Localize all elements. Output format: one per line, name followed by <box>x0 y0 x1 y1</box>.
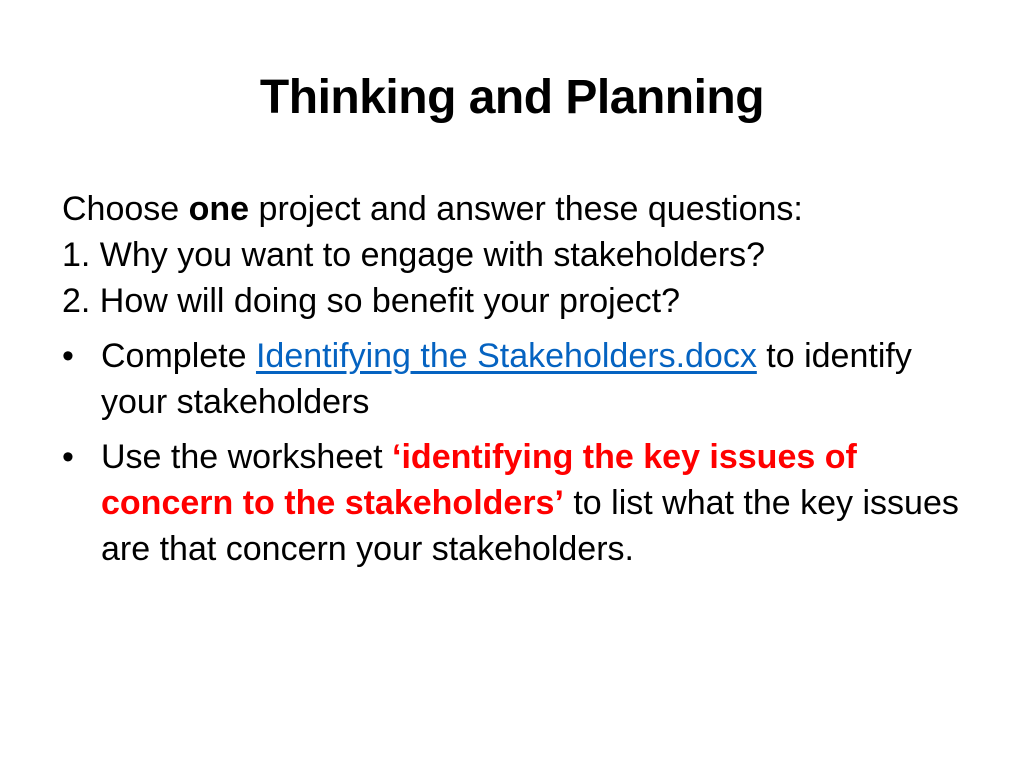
intro-line <box>62 186 982 232</box>
bullet-dot-icon: • <box>62 337 74 375</box>
intro-prefix: Choose <box>62 190 189 228</box>
worksheet-name-highlight: ‘identifying the key issues of concern to the stakeholders’ <box>101 438 857 522</box>
bullet-2-before: Use the worksheet <box>101 438 393 476</box>
slide-content <box>62 186 982 572</box>
bullet-item-complete <box>62 333 982 425</box>
bullet-2-after: to list what the key issues are that concern your stakeholders. <box>101 484 959 568</box>
bullet-item-worksheet <box>62 434 982 572</box>
bullet-1-after: to identify your stakeholders <box>101 337 912 421</box>
bullet-1-before: Complete <box>101 337 256 375</box>
question-1: 1. Why you want to engage with stakeholders? <box>62 236 766 274</box>
stakeholders-docx-link[interactable]: Identifying the Stakeholders.docx <box>255 337 757 375</box>
bullet-dot-icon: • <box>62 438 74 476</box>
intro-emphasis: one <box>188 190 250 228</box>
intro-suffix: project and answer these questions: <box>249 190 803 228</box>
slide-title: Thinking and Planning <box>259 71 765 124</box>
question-2: 2. How will doing so benefit your project? <box>62 282 680 320</box>
